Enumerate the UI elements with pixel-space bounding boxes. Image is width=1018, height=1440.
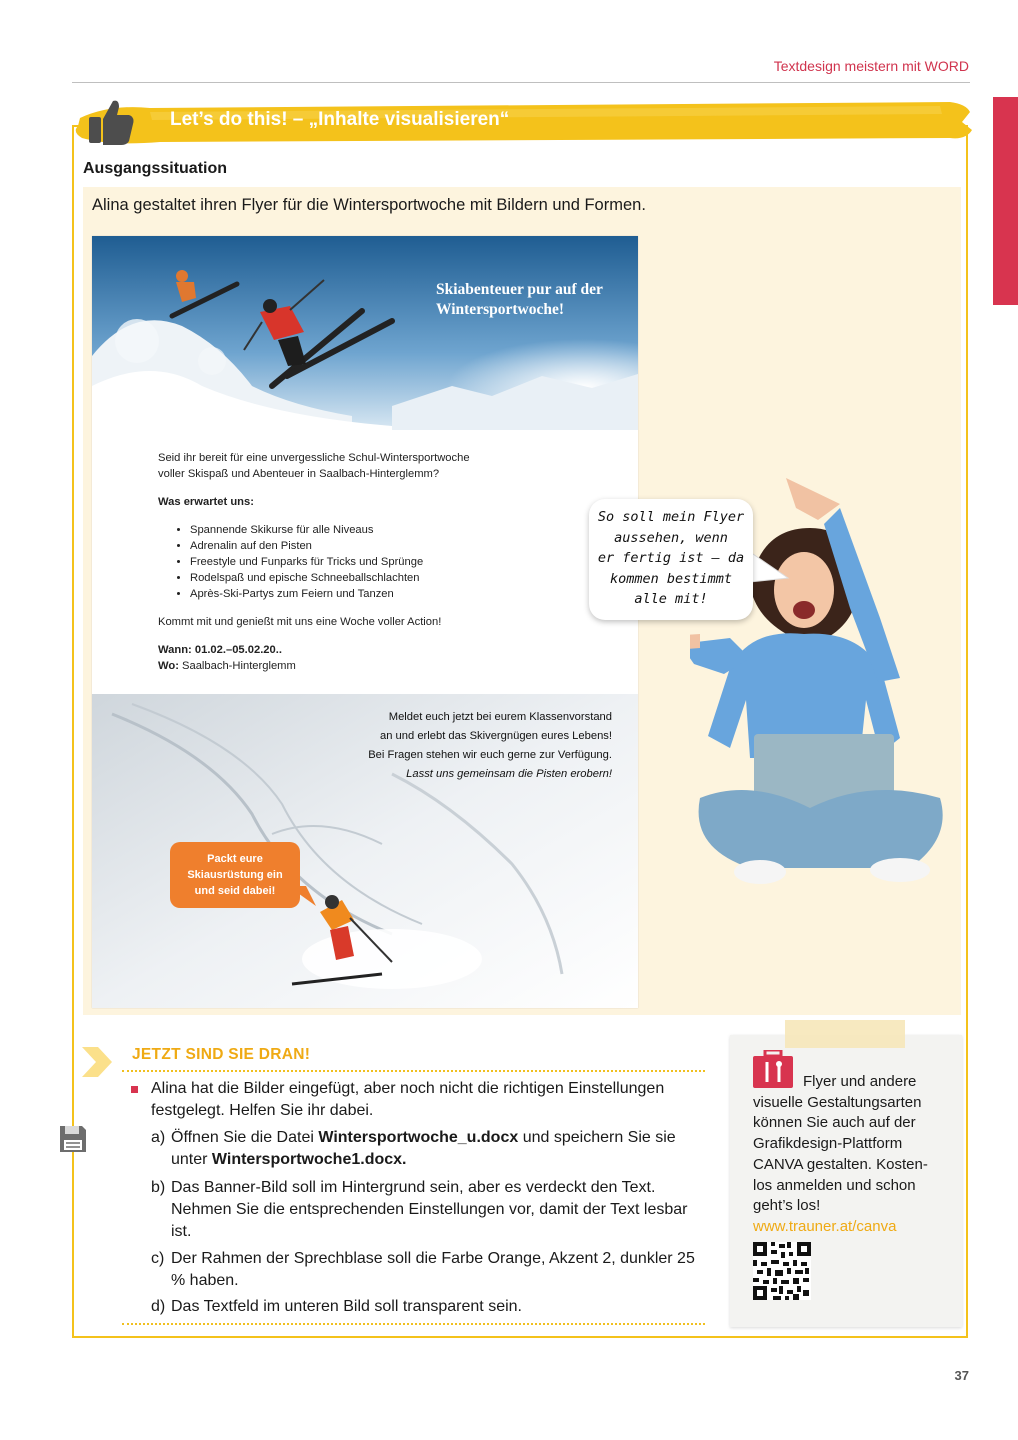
- speech-bubble-tail: [750, 548, 790, 588]
- chevron-right-icon: [80, 1045, 114, 1079]
- situation-heading: Ausgangssituation: [83, 160, 228, 177]
- thumbs-up-icon: [87, 97, 135, 147]
- canva-link[interactable]: www.trauner.at/canva: [753, 1217, 897, 1235]
- flyer-intro: Seid ihr bereit für eine unvergessliche Schul-Wintersportwoche voller Skispaß und Abenteuer in Saalbach-Hinterglemm?: [158, 452, 470, 480]
- flyer-expect-heading: Was erwartet uns:: [158, 496, 254, 508]
- flyer-preview: [92, 236, 638, 1008]
- task-top-rule: [122, 1070, 705, 1072]
- list-item: • Après-Ski-Partys zum Feiern und Tanzen: [190, 586, 598, 602]
- list-item: • Spannende Skikurse für alle Niveaus: [190, 522, 598, 538]
- chapter-tab-marker: [993, 97, 1018, 305]
- save-disk-icon: [58, 1124, 88, 1154]
- task-item-a: a) Öffnen Sie die Datei Wintersportwoche_u.docx und speichern Sie sie unter Wintersportwoche1.docx.: [151, 1129, 676, 1168]
- flyer-details: Wann: 01.02.–05.02.20.. Wo: Saalbach-Hinterglemm: [158, 644, 296, 672]
- running-header: Textdesign meistern mit WORD: [773, 58, 969, 74]
- woman-speech-bubble: So soll mein Flyer aussehen, wenn er fertig ist – da kommen bestimmt alle mit!: [589, 499, 753, 620]
- snow-image-textbox: Meldet euch jetzt bei eurem Klassenvorstand an und erlebt das Skivergnügen eures Lebens! Bei Fragen stehen wir euch gerne zur Verfügung. Lasst uns gemeinsam die Pisten erobern!: [368, 711, 612, 780]
- qr-code[interactable]: [753, 1242, 811, 1300]
- tip-text: Flyer und andere visuelle Gestaltungsarten können Sie auch auf der Grafikdesign-Plattform CANVA gestalten. Kosten- los anmelden und schon geht’s los! www.trauner.at/canva: [753, 1072, 953, 1238]
- task-bullet: [131, 1086, 138, 1093]
- task-heading: JETZT SIND SIE DRAN!: [132, 1046, 311, 1063]
- task-item-d: d) Das Textfeld im unteren Bild soll transparent sein.: [151, 1298, 522, 1315]
- flyer-activity-list: [158, 522, 598, 602]
- task-item-c: c) Der Rahmen der Sprechblase soll die Farbe Orange, Akzent 2, dunkler 25 % haben.: [151, 1250, 695, 1289]
- list-item: • Freestyle und Funparks für Tricks und Sprünge: [190, 554, 598, 570]
- ski-banner-image: [92, 236, 638, 430]
- header-rule: [72, 82, 970, 83]
- section-title: Let’s do this! – „Inhalte visualisieren“: [170, 109, 510, 130]
- banner-headline: Skiabenteuer pur auf der Wintersportwoche!: [436, 281, 603, 318]
- list-item: • Rodelspaß und epische Schneeballschlachten: [190, 570, 598, 586]
- situation-text: Alina gestaltet ihren Flyer für die Wintersportwoche mit Bildern und Formen.: [92, 196, 646, 214]
- task-intro: Alina hat die Bilder eingefügt, aber noch nicht die richtigen Einstellungen festgelegt. Helfen Sie ihr dabei.: [151, 1080, 665, 1119]
- task-bottom-rule: [122, 1323, 705, 1325]
- tape-strip: [785, 1020, 905, 1048]
- task-item-b: b) Das Banner-Bild soll im Hintergrund sein, aber es verdeckt den Text. Nehmen Sie die entsprechenden Einstellungen vor, damit der Text lesbar ist.: [151, 1179, 688, 1240]
- list-item: • Adrenalin auf den Pisten: [190, 538, 598, 554]
- flyer-body-text: [158, 450, 598, 674]
- orange-speech-bubble: Packt eure Skiausrüstung ein und seid dabei!: [170, 842, 300, 908]
- page-number: 37: [954, 1368, 969, 1383]
- flyer-invite: Kommt mit und genießt mit uns eine Woche voller Action!: [158, 616, 442, 628]
